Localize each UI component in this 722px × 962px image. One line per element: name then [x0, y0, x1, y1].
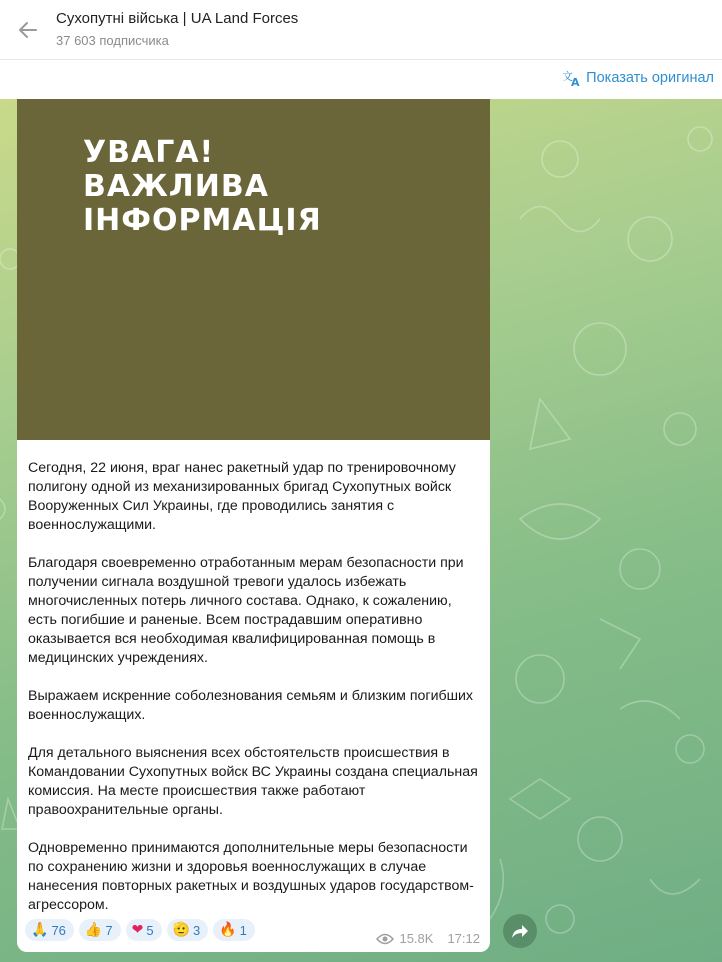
- post-paragraph: Сегодня, 22 июня, враг нанес ракетный удар по тренировочному полигону одной из механизированных бригад Сухопутных войск Вооруженных Сил Украины, где проводились занятия с военнослужащими.: [28, 460, 456, 533]
- reaction-count: 3: [192, 922, 201, 938]
- post-time: 17:12: [447, 931, 480, 946]
- salute-emoji-icon: 🫡: [172, 922, 190, 938]
- translate-icon: [562, 69, 582, 87]
- reaction-thumbs-up[interactable]: [79, 919, 121, 941]
- thumbs-up-emoji-icon: 👍: [84, 922, 103, 938]
- heart-emoji-icon: ❤: [131, 922, 144, 938]
- banner-line: ВАЖЛИВА: [83, 169, 269, 204]
- show-original-label: Показать оригинал: [586, 70, 714, 86]
- share-button[interactable]: [503, 914, 537, 948]
- back-button[interactable]: [14, 16, 42, 44]
- svg-text:文: 文: [562, 70, 574, 83]
- translate-bar: [0, 60, 722, 99]
- view-count: 15.8K: [399, 931, 434, 946]
- subscriber-count: 37 603 подписчика: [56, 33, 169, 48]
- banner-line: УВАГА!: [83, 135, 215, 170]
- reaction-count: 7: [105, 922, 113, 938]
- channel-header: [0, 0, 722, 60]
- reaction-salute[interactable]: [167, 919, 209, 941]
- fire-emoji-icon: 🔥: [219, 922, 237, 938]
- banner-text: [83, 136, 322, 238]
- reaction-pray[interactable]: [25, 919, 74, 941]
- svg-text:A: A: [571, 76, 580, 87]
- post-paragraph: Для детального выяснения всех обстоятельств происшествия в Командовании Сухопутных войск ВС Украины создана специальная комиссия. На месте происшествия также работают правоохранительные органы.: [28, 745, 478, 818]
- eye-icon: [376, 933, 394, 945]
- reaction-fire[interactable]: [213, 919, 255, 941]
- reaction-count: 5: [146, 922, 154, 938]
- reactions-bar: [25, 919, 255, 941]
- reaction-heart[interactable]: [126, 919, 162, 941]
- reaction-count: 1: [239, 922, 247, 938]
- post-paragraph: Одновременно принимаются дополнительные меры безопасности по сохранению жизни и здоровья военнослужащих в случае нанесения повторных ракетных и воздушных ударов государством-агрессором.: [28, 840, 474, 913]
- chat-area[interactable]: [0, 99, 722, 962]
- post-paragraph: Выражаем искренние соболезнования семьям и близким погибших военнослужащих.: [28, 688, 474, 723]
- post-paragraph: Благодаря своевременно отработанным мерам безопасности при получении сигнала воздушной тревоги удалось избежать многочисленных потерь личного состава. Однако, к сожалению, есть погибшие и раненые. Всем пострадавшим оперативно оказывается вся необходимая квалифицированная помощь в медицинских учреждениях.: [28, 555, 464, 666]
- post-text: [28, 459, 483, 934]
- arrow-left-icon: [14, 16, 42, 44]
- reaction-count: 76: [51, 922, 66, 938]
- post-meta: [376, 931, 480, 946]
- banner-line: ІНФОРМАЦІЯ: [83, 203, 322, 238]
- pray-emoji-icon: 🙏: [31, 922, 49, 938]
- channel-title[interactable]: Сухопутні війська | UA Land Forces: [56, 10, 299, 27]
- channel-post: [17, 99, 490, 952]
- post-image[interactable]: [17, 99, 490, 440]
- show-original-button[interactable]: [562, 69, 714, 87]
- share-arrow-icon: [511, 923, 529, 939]
